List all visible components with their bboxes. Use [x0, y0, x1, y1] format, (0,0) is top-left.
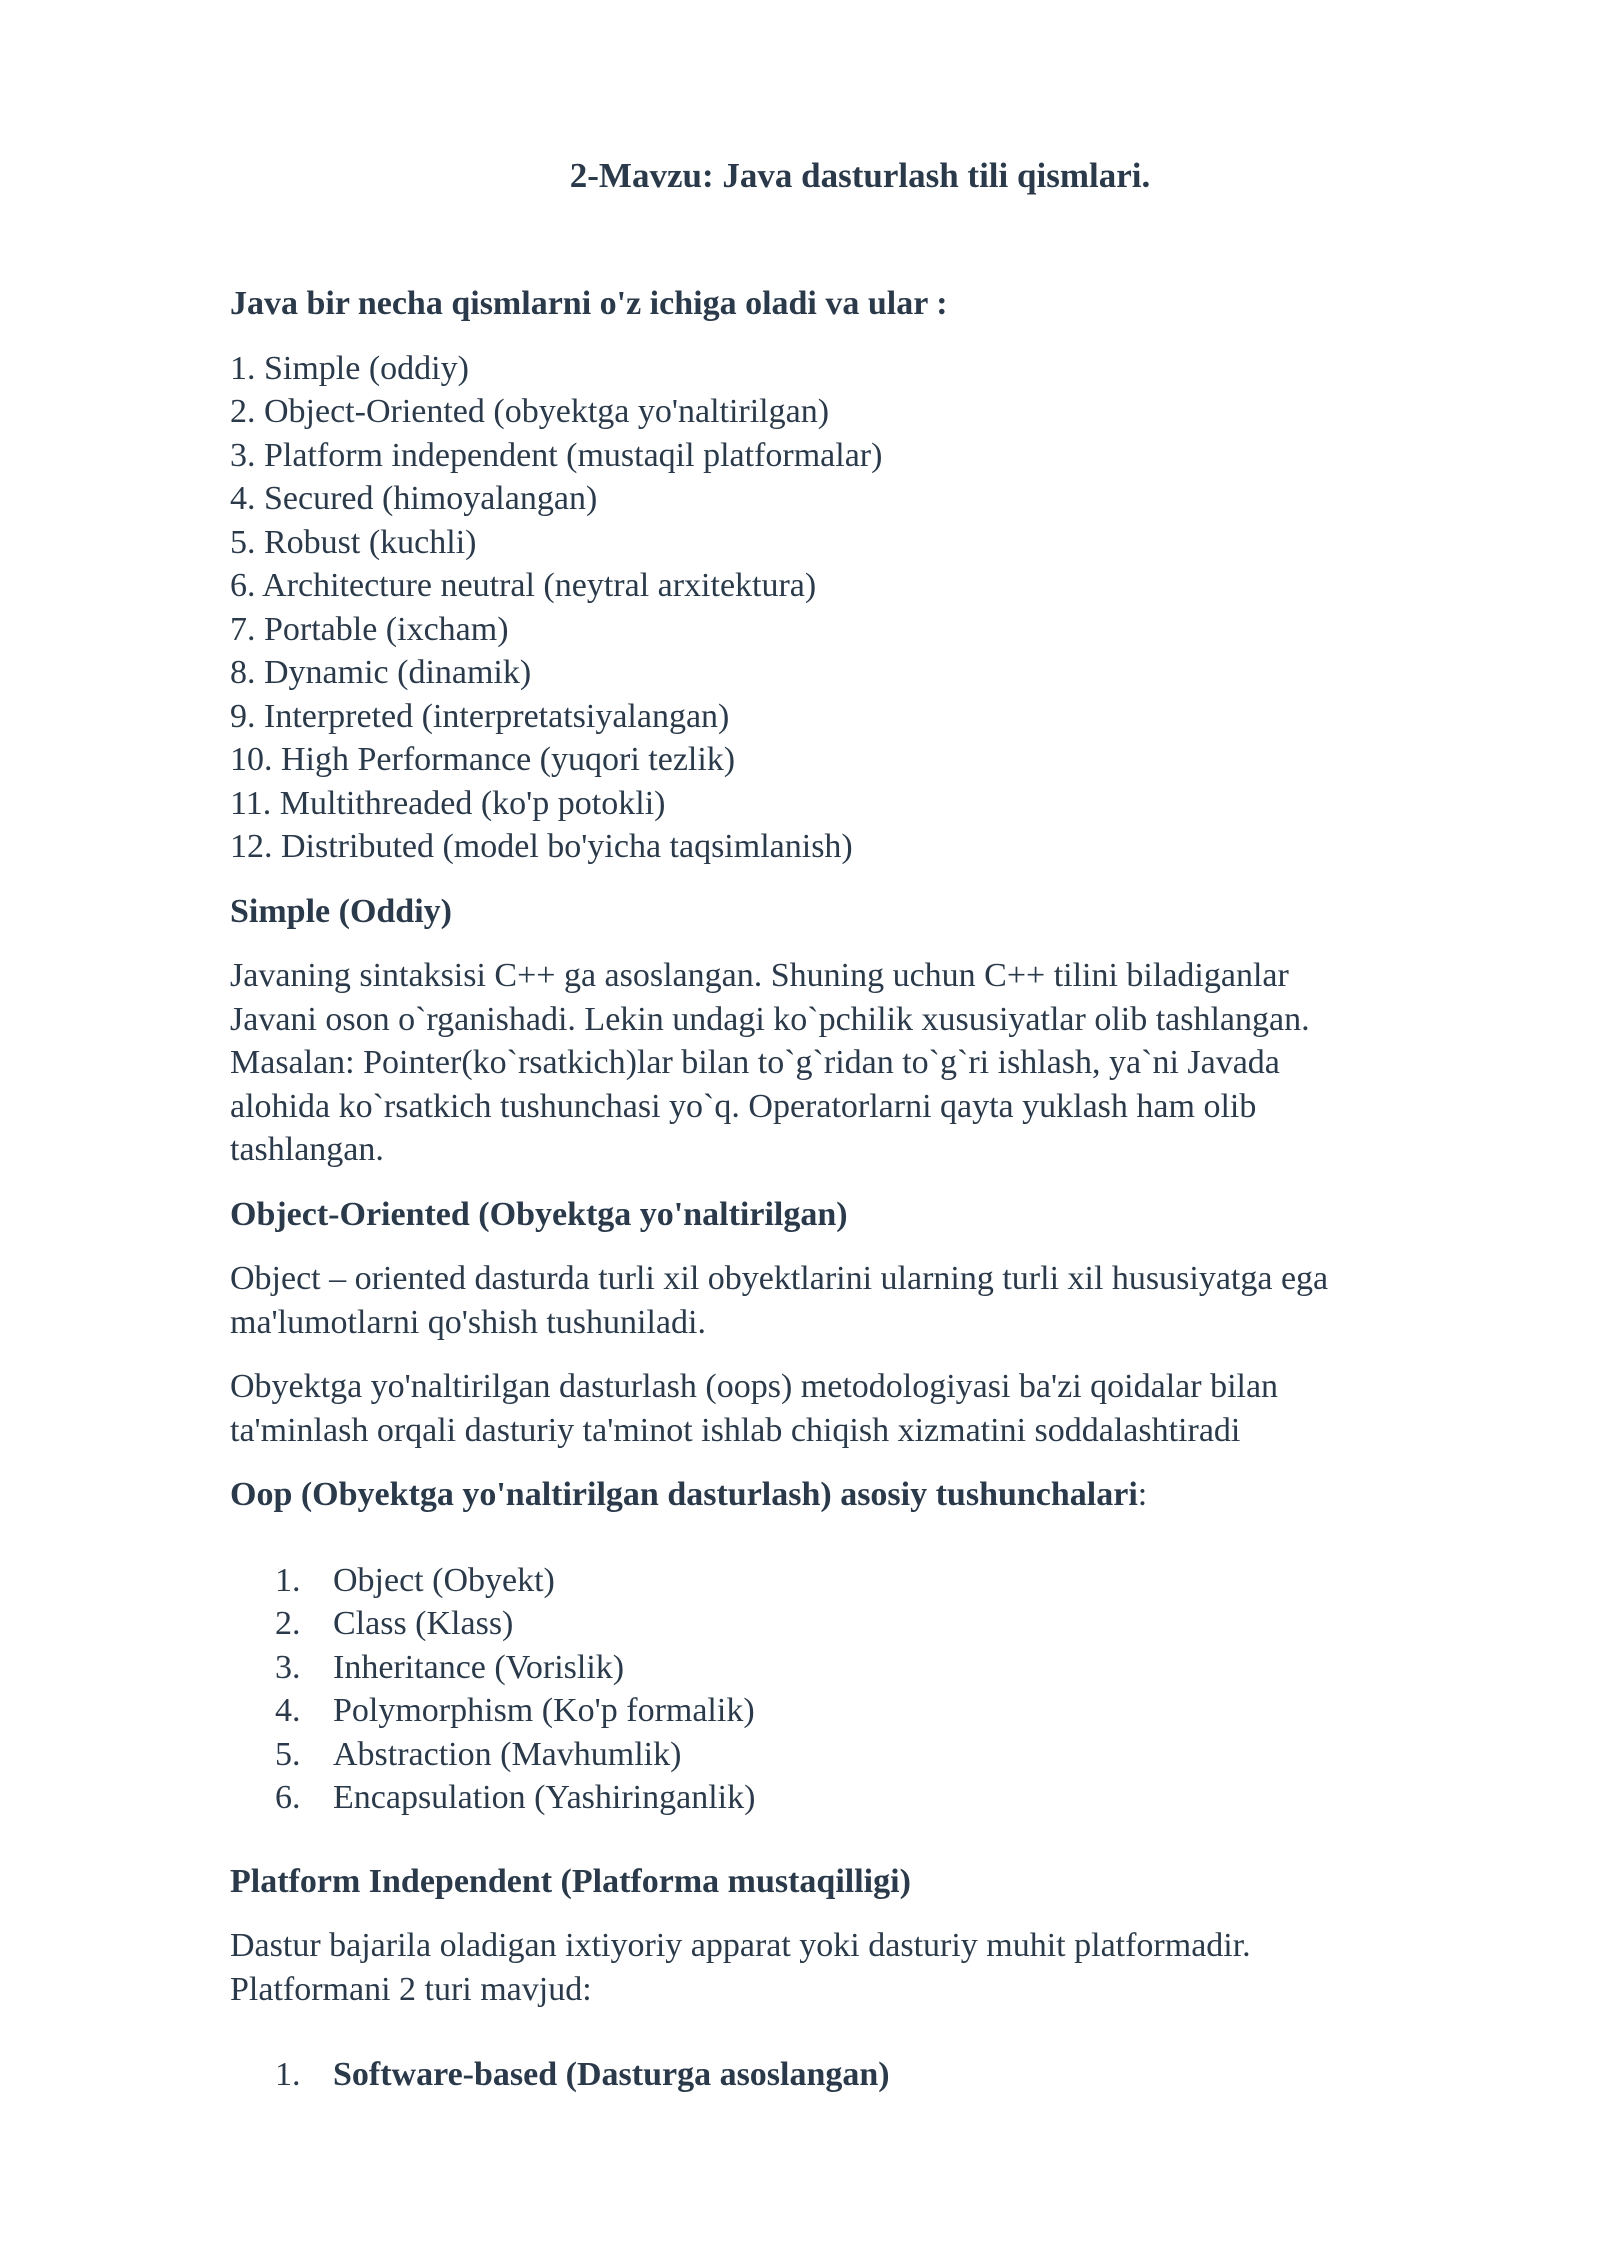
list-text: Class (Klass): [333, 1605, 514, 1642]
list-number: 4.: [275, 1692, 301, 1729]
text-line: Masalan: Pointer(ko`rsatkich)lar bilan to`g`ridan to`g`ri ishlash, ya`ni Javada: [230, 1044, 1280, 1081]
list-item: [230, 1646, 1470, 1690]
intro-heading: Java bir necha qismlarni o'z ichiga oladi va ular :: [230, 285, 948, 322]
list-text: Abstraction (Mavhumlik): [333, 1735, 682, 1773]
list-item: 9. Interpreted (interpretatsiyalangan): [230, 697, 730, 735]
list-text: Inheritance (Vorislik): [333, 1648, 625, 1686]
list-item: 7. Portable (ixcham): [230, 610, 509, 648]
text-line: ta'minlash orqali dasturiy ta'minot ishlab chiqish xizmatini soddalashtiradi: [230, 1411, 1241, 1449]
oop-paragraph-2: [230, 1365, 1470, 1452]
list-item: 6. Architecture neutral (neytral arxitektura): [230, 567, 817, 604]
oop-concepts-heading-suffix: :: [1137, 1476, 1148, 1513]
simple-paragraph: [230, 954, 1470, 1172]
list-item: [230, 2053, 1470, 2097]
list-item: 12. Distributed (model bo'yicha taqsimlanish): [230, 828, 853, 865]
list-item: 11. Multithreaded (ko'p potokli): [230, 784, 666, 822]
list-text: Object (Obyekt): [333, 1561, 555, 1599]
list-number: 5.: [275, 1735, 301, 1773]
text-line: Object – oriented dasturda turli xil obyektlarini ularning turli xil hususiyatga ega: [230, 1260, 1329, 1297]
list-number: 1.: [275, 2056, 301, 2093]
list-item: [230, 1776, 1470, 1820]
list-item: 5. Robust (kuchli): [230, 523, 477, 561]
list-item: [230, 1733, 1470, 1777]
list-number: 3.: [275, 1648, 301, 1686]
oop-concepts-heading-text: Oop (Obyektga yo'naltirilgan dasturlash) asosiy tushunchalari: [230, 1476, 1138, 1513]
list-text: Software-based (Dasturga asoslangan): [333, 2056, 890, 2093]
list-item: 3. Platform independent (mustaqil platformalar): [230, 436, 883, 474]
oop-heading: Object-Oriented (Obyektga yo'naltirilgan): [230, 1195, 848, 1233]
platform-heading: Platform Independent (Platforma mustaqilligi): [230, 1862, 911, 1900]
document-body: [230, 282, 1470, 2097]
list-item: 1. Simple (oddiy): [230, 349, 469, 387]
list-text: Polymorphism (Ko'p formalik): [333, 1692, 755, 1729]
page-title: 2-Mavzu: Java dasturlash tili qismlari.: [569, 156, 1151, 195]
list-item: [230, 1559, 1470, 1603]
list-text: Encapsulation (Yashiringanlik): [333, 1779, 756, 1816]
oop-concepts-heading: [230, 1473, 1470, 1517]
simple-heading: Simple (Oddiy): [230, 892, 452, 930]
platform-paragraph: [230, 1924, 1470, 2011]
text-line: Javani oson o`rganishadi. Lekin undagi ko`pchilik xususiyatlar olib tashlangan.: [230, 1000, 1310, 1038]
platform-types-list: [230, 2053, 1470, 2097]
text-line: Platformani 2 turi mavjud:: [230, 1970, 592, 2008]
list-item: 8. Dynamic (dinamik): [230, 654, 532, 691]
text-line: tashlangan.: [230, 1131, 384, 1168]
list-item: [230, 1602, 1470, 1646]
list-item: 2. Object-Oriented (obyektga yo'naltirilgan): [230, 393, 830, 430]
text-line: Dastur bajarila oladigan ixtiyoriy apparat yoki dasturiy muhit platformadir.: [230, 1927, 1251, 1964]
list-number: 2.: [275, 1605, 301, 1642]
oop-concepts-list: [230, 1559, 1470, 1820]
list-item: [230, 1689, 1470, 1733]
oop-paragraph-1: [230, 1257, 1470, 1344]
list-number: 1.: [275, 1561, 301, 1599]
list-item: 10. High Performance (yuqori tezlik): [230, 741, 736, 778]
list-number: 6.: [275, 1779, 301, 1816]
text-line: alohida ko`rsatkich tushunchasi yo`q. Operatorlarni qayta yuklash ham olib: [230, 1087, 1257, 1125]
features-list: [230, 347, 1470, 869]
text-line: ma'lumotlarni qo'shish tushuniladi.: [230, 1303, 706, 1341]
text-line: Obyektga yo'naltirilgan dasturlash (oops) metodologiyasi ba'zi qoidalar bilan: [230, 1368, 1279, 1405]
text-line: Javaning sintaksisi C++ ga asoslangan. Shuning uchun C++ tilini biladiganlar: [230, 957, 1289, 994]
list-item: 4. Secured (himoyalangan): [230, 480, 598, 517]
